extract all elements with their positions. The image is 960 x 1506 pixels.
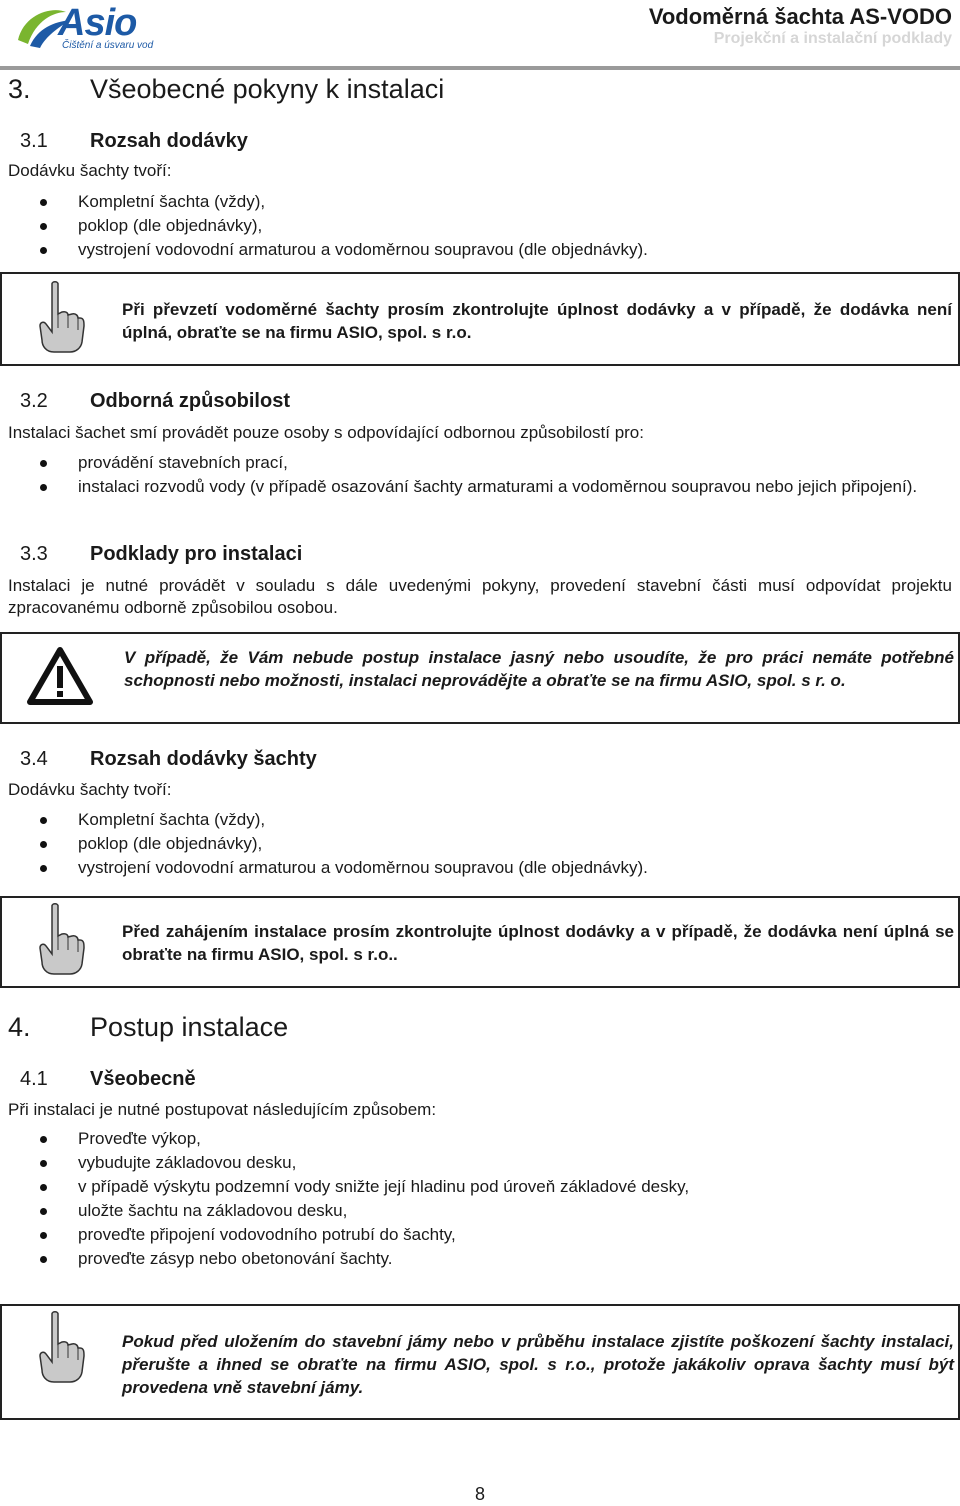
bullet-icon xyxy=(40,1136,47,1143)
list-item: proveďte zásyp nebo obetonování šachty. xyxy=(0,1247,952,1271)
subsection-title: Rozsah dodávky xyxy=(90,130,248,152)
list-item: proveďte připojení vodovodního potrubí do šachty, xyxy=(0,1223,952,1247)
list-item: Kompletní šachta (vždy), xyxy=(0,190,952,214)
page-number: 8 xyxy=(474,1484,485,1504)
bullet-list xyxy=(0,190,952,262)
bullet-icon xyxy=(40,1160,47,1167)
paragraph: Dodávku šachty tvoří: xyxy=(8,161,172,180)
subsection-4-1-heading xyxy=(20,1068,196,1091)
bullet-icon xyxy=(40,841,47,848)
list-item: vystrojení vodovodní armaturou a vodoměrnou soupravou (dle objednávky). xyxy=(0,856,952,880)
warning-triangle-icon xyxy=(26,646,94,706)
paragraph: Dodávku šachty tvoří: xyxy=(8,780,172,799)
bullet-icon xyxy=(40,460,47,467)
list-item: vystrojení vodovodní armaturou a vodoměrnou soupravou (dle objednávky). xyxy=(0,238,952,262)
list-item: Kompletní šachta (vždy), xyxy=(0,808,952,832)
bullet-icon xyxy=(40,223,47,230)
section-number: 3. xyxy=(8,74,31,104)
bullet-list xyxy=(0,808,952,880)
warning-box xyxy=(0,632,960,724)
list-item: poklop (dle objednávky), xyxy=(0,214,952,238)
list-item: uložte šachtu na základovou desku, xyxy=(0,1199,952,1223)
bullet-icon xyxy=(40,484,47,491)
subsection-number: 3.2 xyxy=(20,390,48,412)
bullet-list xyxy=(0,451,952,499)
list-item: vybudujte základovou desku, xyxy=(0,1151,952,1175)
pointing-hand-icon xyxy=(34,280,86,360)
bullet-icon xyxy=(40,817,47,824)
list-item: instalaci rozvodů vody (v případě osazování šachty armaturami a vodoměrnou soupravou nebo jejich připojení). xyxy=(0,475,952,499)
bullet-icon xyxy=(40,199,47,206)
note-text: Před zahájením instalace prosím zkontrolujte úplnost dodávky a v případě, že dodávka není úplná se obraťte na firmu ASIO, spol. s r.o.. xyxy=(122,922,954,964)
subsection-number: 3.1 xyxy=(20,130,48,152)
subsection-title: Odborná způsobilost xyxy=(90,390,290,412)
subsection-title: Rozsah dodávky šachty xyxy=(90,748,317,770)
note-text: Při převzetí vodoměrné šachty prosím zkontrolujte úplnost dodávky a v případě, že dodávka není úplná, obraťte se na firmu ASIO, spol. s r.o. xyxy=(122,300,952,342)
note-box xyxy=(0,1304,960,1420)
note-box xyxy=(0,272,960,366)
logo-tagline: Čištění a úsvaru vod xyxy=(62,40,154,51)
header-divider xyxy=(0,66,960,70)
list-item: poklop (dle objednávky), xyxy=(0,832,952,856)
subsection-number: 4.1 xyxy=(20,1068,48,1090)
document-title: Vodoměrná šachta AS-VODO xyxy=(648,4,952,29)
warning-text: V případě, že Vám nebude postup instalace jasný nebo usoudíte, že pro práci nemáte potřebné schopnosti nebo možnosti, instalaci neprovádějte a obraťte se na firmu ASIO, spol. s r. o. xyxy=(124,648,954,690)
paragraph: Instalaci šachet smí provádět pouze osoby s odpovídající odbornou způsobilostí pro: xyxy=(8,423,644,442)
bullet-icon xyxy=(40,247,47,254)
subsection-3-4-heading xyxy=(20,748,317,771)
subsection-title: Podklady pro instalaci xyxy=(90,543,303,565)
bullet-icon xyxy=(40,1232,47,1239)
note-box xyxy=(0,896,960,988)
subsection-3-3-heading xyxy=(20,543,302,566)
pointing-hand-icon xyxy=(34,902,86,982)
bullet-icon xyxy=(40,865,47,872)
logo-wordmark: Asio xyxy=(58,2,137,44)
document-subtitle: Projekční a instalační podklady xyxy=(713,30,952,47)
bullet-icon xyxy=(40,1184,47,1191)
subsection-number: 3.4 xyxy=(20,748,48,770)
section-title: Všeobecné pokyny k instalaci xyxy=(90,74,445,104)
section-4-heading xyxy=(8,1012,288,1043)
subsection-number: 3.3 xyxy=(20,543,48,565)
subsection-3-2-heading xyxy=(20,390,290,413)
bullet-list xyxy=(0,1127,952,1271)
bullet-icon xyxy=(40,1208,47,1215)
subsection-3-1-heading xyxy=(20,130,248,153)
bullet-icon xyxy=(40,1256,47,1263)
list-item: v případě výskytu podzemní vody snižte její hladinu pod úroveň základové desky, xyxy=(0,1175,952,1199)
subsection-title: Všeobecně xyxy=(90,1068,196,1090)
pointing-hand-icon xyxy=(34,1310,86,1390)
paragraph: Instalaci je nutné provádět v souladu s dále uvedenými pokyny, provedení stavební části musí odpovídat projektu zpracovanému odborně způsobilou osobou. xyxy=(8,576,952,617)
section-number: 4. xyxy=(8,1012,31,1042)
section-3-heading xyxy=(8,74,444,105)
list-item: Proveďte výkop, xyxy=(0,1127,952,1151)
section-title: Postup instalace xyxy=(90,1012,289,1042)
paragraph: Při instalaci je nutné postupovat následujícím způsobem: xyxy=(8,1100,437,1119)
list-item: provádění stavebních prací, xyxy=(0,451,952,475)
note-text: Pokud před uložením do stavební jámy nebo v průběhu instalace zjistíte poškození šachty instalaci, přerušte a ihned se obraťte na firmu ASIO, spol. s r.o., protože jakákoliv oprava šachty musí být provedena vně stavební jámy. xyxy=(122,1332,954,1397)
